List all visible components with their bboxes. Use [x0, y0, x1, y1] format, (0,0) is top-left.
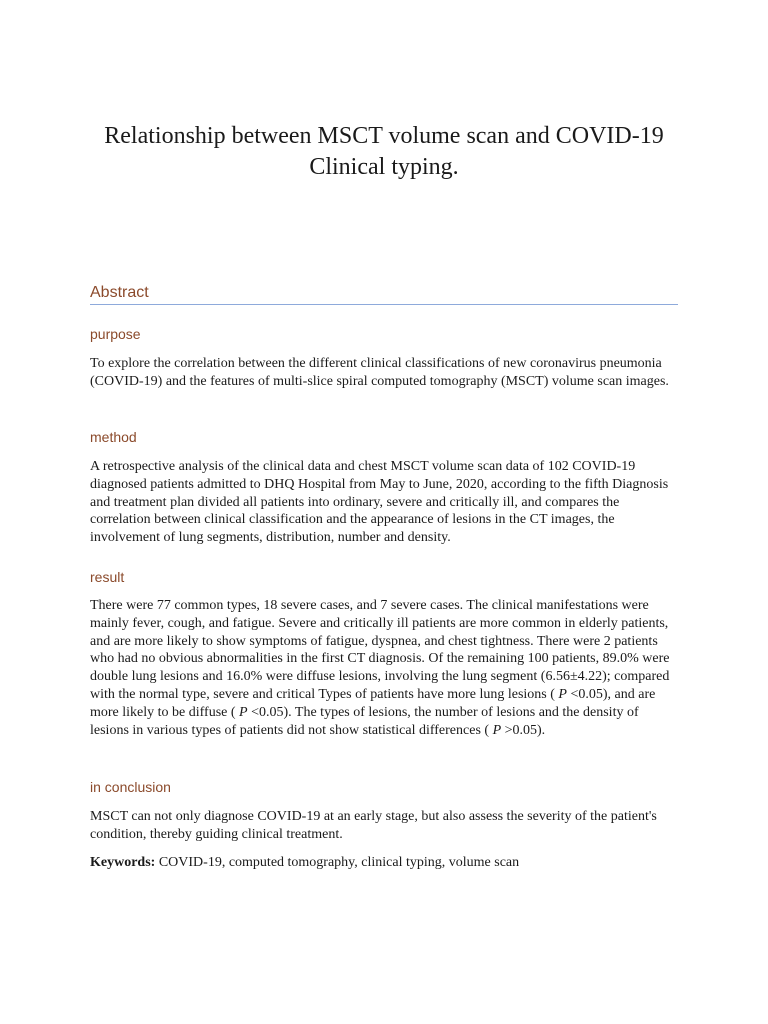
p-value-symbol: P [558, 686, 567, 702]
paper-title-line-2: Clinical typing. [309, 154, 459, 180]
purpose-heading: purpose [90, 326, 141, 342]
conclusion-text: MSCT can not only diagnose COVID-19 at an early stage, but also assess the severity of the patient's condition, thereby guiding clinical treatment. [90, 809, 657, 842]
result-text [90, 597, 678, 739]
result-text-part-3: <0.05). The types of lesions, the number of lesions and the density of lesions in various types of patients did not show statistical differences ( [90, 704, 639, 738]
conclusion-heading: in conclusion [90, 779, 171, 795]
keywords-text: COVID-19, computed tomography, clinical typing, volume scan [155, 855, 520, 870]
p-value-symbol: P [492, 722, 502, 738]
method-text: A retrospective analysis of the clinical data and chest MSCT volume scan data of 102 COVID-19 diagnosed patients admitted to DHQ Hospital from May to June, 2020, according to the fifth Diagnosis and treatment plan divided all patients into ordinary, severe and critically ill, and compares the correlation between clinical classification and the appearance of lesions in the CT images, the involvement of lung segments, distribution, number and density. [90, 459, 669, 546]
result-text-part-1: There were 77 common types, 18 severe cases, and 7 severe cases. The clinical manifestations were mainly fever, cough, and fatigue. Severe and critically ill patients are more common in elderly patients, and are more likely to show symptoms of fatigue, dyspnea, and chest tightness. There were 2 patients who had no obvious abnormalities in the first CT diagnosis. Of the remaining 100 patients, 89.0% were double lung lesions and 16.0% were diffuse lesions, involving the lung segment (6.56±4.22); compared with the normal type, severe and critical Types of patients have more lung lesions ( [90, 598, 670, 702]
purpose-text: To explore the correlation between the different clinical classifications of new coronavirus pneumonia (COVID-19) and the features of multi-slice spiral computed tomography (MSCT) volume scan images. [90, 356, 669, 389]
paper-title-line-1: Relationship between MSCT volume scan and COVID-19 [104, 123, 664, 149]
paper-title [90, 121, 678, 183]
p-value-symbol: P [239, 704, 248, 720]
keywords-label: Keywords: [90, 855, 156, 870]
result-text-part-2: <0.05), and are more likely to be diffuse ( [90, 686, 656, 720]
result-heading: result [90, 569, 125, 585]
result-text-part-4: >0.05). [501, 722, 546, 738]
abstract-heading: Abstract [90, 283, 678, 305]
keywords-line [90, 854, 678, 872]
method-heading: method [90, 429, 137, 445]
